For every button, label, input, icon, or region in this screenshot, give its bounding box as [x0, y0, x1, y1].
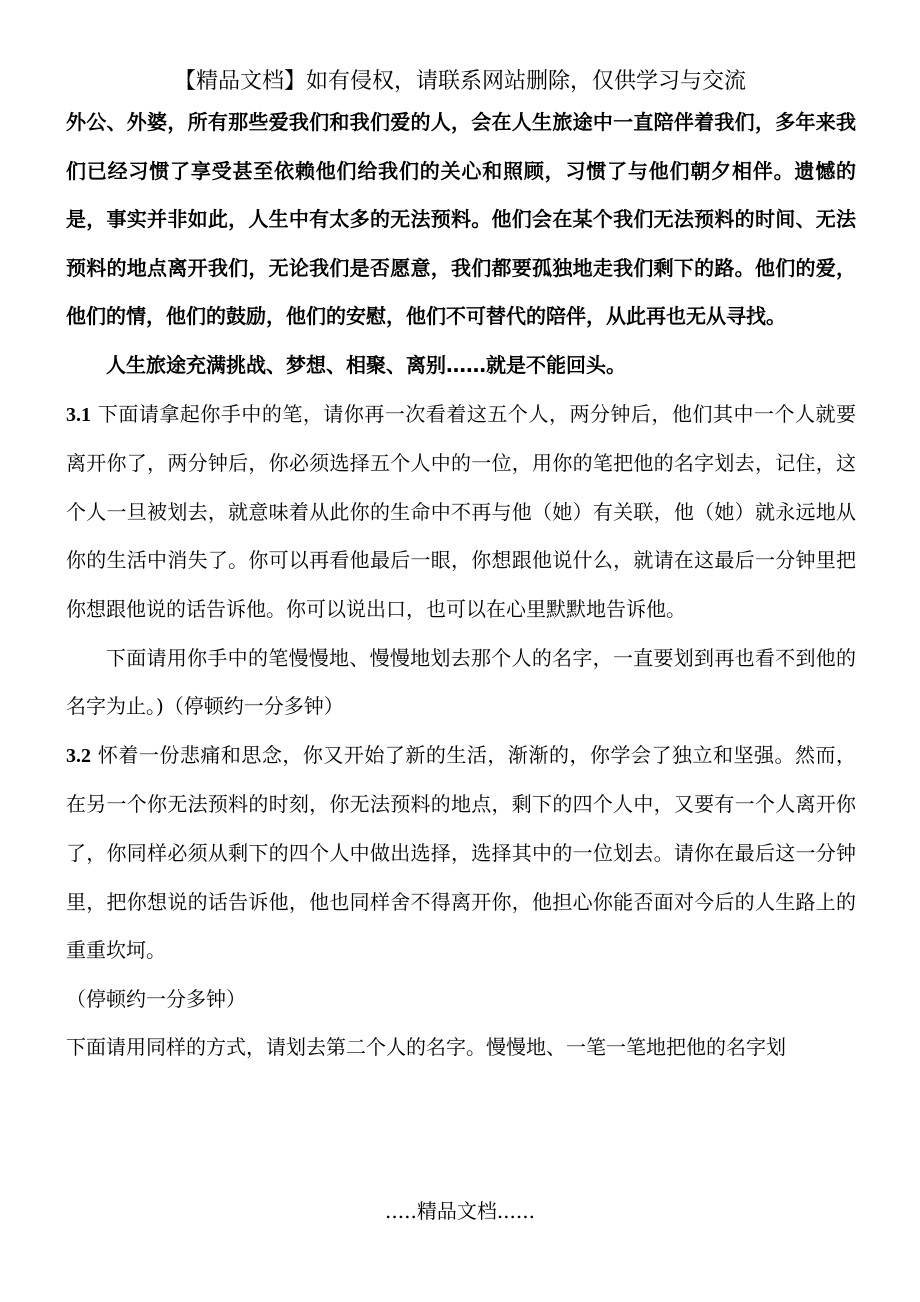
paragraph-family-intro: 外公、外婆，所有那些爱我们和我们爱的人，会在人生旅途中一直陪伴着我们，多年来我们已经习惯了享受甚至依赖他们给我们的关心和照顾，习惯了与他们朝夕相伴。遗憾的是，事实并非如此，人生中有太多的无法预料。他们会在某个我们无法预料的时间、无法预料的地点离开我们，无论我们是否愿意，我们都要孤独地走我们剩下的路。他们的爱，他们的情，他们的鼓励，他们的安慰，他们不可替代的陪伴，从此再也无从寻找。 [66, 110, 856, 329]
page-header: 【精品文档】如有侵权，请联系网站删除，仅供学习与交流 [173, 69, 746, 94]
paragraph-pause-note: （停顿约一分多钟） [66, 986, 246, 1011]
section-3-2 [66, 731, 856, 975]
section-number-3-2: 3.2 [66, 744, 91, 767]
section-3-1 [66, 390, 856, 634]
page-footer: .....精品文档...... [385, 1199, 535, 1223]
document-body [66, 98, 856, 1072]
paragraph-second-cross-out: 下面请用同样的方式，请划去第二个人的名字。慢慢地、一笔一笔地把他的名字划 [66, 1035, 786, 1060]
section-3-2-text: 怀着一份悲痛和思念，你又开始了新的生活，渐渐的，你学会了独立和坚强。然而，在另一个你无法预料的时刻，你无法预料的地点，剩下的四个人中，又要有一个人离开你了，你同样必须从剩下的四个人中做出选择，选择其中的一位划去。请你在最后这一分钟里，把你想说的话告诉他，他也同样舍不得离开你，他担心你能否面对今后的人生路上的重重坎坷。 [66, 742, 856, 963]
paragraph-cross-out-instruction: 下面请用你手中的笔慢慢地、慢慢地划去那个人的名字，一直要划到再也看不到他的名字为止。)（停顿约一分多钟） [66, 645, 856, 719]
paragraph-life-journey: 人生旅途充满挑战、梦想、相聚、离别……就是不能回头。 [106, 352, 626, 377]
section-number-3-1: 3.1 [66, 403, 91, 426]
section-3-1-text: 下面请拿起你手中的笔，请你再一次看着这五个人，两分钟后，他们其中一个人就要离开你了，两分钟后，你必须选择五个人中的一位，用你的笔把他的名字划去，记住，这个人一旦被划去，就意味着从此你的生命中不再与他（她）有关联，他（她）就永远地从你的生活中消失了。你可以再看他最后一眼，你想跟他说什么，就请在这最后一分钟里把你想跟他说的话告诉他。你可以说出口，也可以在心里默默地告诉他。 [66, 401, 856, 621]
